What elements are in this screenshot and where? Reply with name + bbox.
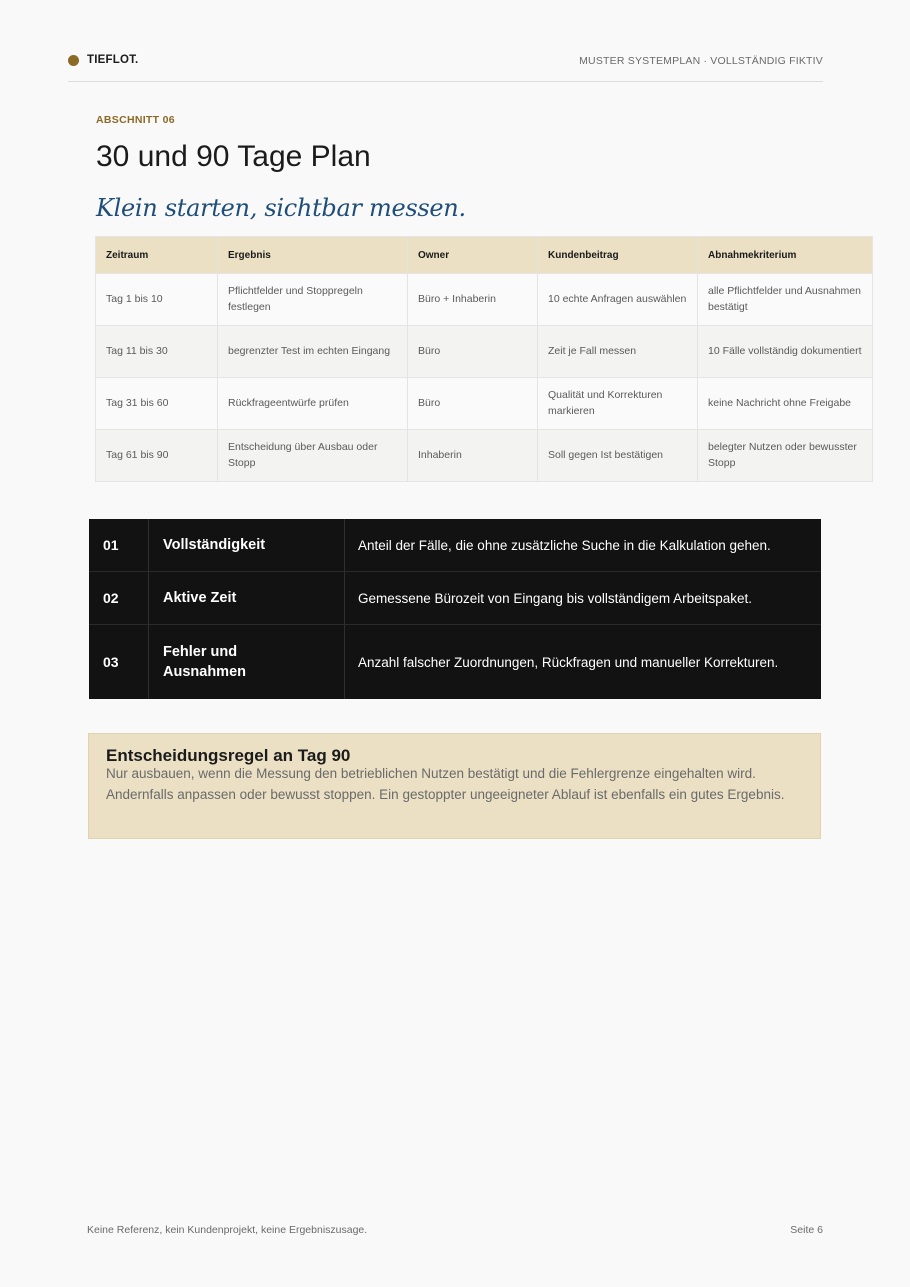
brand (68, 54, 138, 66)
table-cell: Soll gegen Ist bestätigen (538, 430, 698, 482)
table-cell: 10 echte Anfragen auswählen (538, 274, 698, 326)
table-cell: 10 Fälle vollständig dokumentiert (698, 326, 873, 378)
page-title: 30 und 90 Tage Plan (96, 140, 371, 173)
metric-name: Fehler und Ausnahmen (149, 625, 345, 699)
table-cell: Inhaberin (408, 430, 538, 482)
section-eyebrow: ABSCHNITT 06 (96, 114, 175, 126)
table-header-row (96, 237, 873, 274)
column-header: Abnahmekriterium (698, 237, 873, 274)
table-cell: Zeit je Fall messen (538, 326, 698, 378)
table-cell: Tag 1 bis 10 (96, 274, 218, 326)
table-cell: Entscheidung über Ausbau oder Stopp (218, 430, 408, 482)
table-cell: Büro (408, 326, 538, 378)
decision-rule-text: Nur ausbauen, wenn die Messung den betrieblichen Nutzen bestätigt und die Fehlergrenze eingehalten wird. Andernfalls anpassen oder bewusst stoppen. Ein gestoppter ungeeigneter Ablauf ist ebenfalls ein gutes Ergebnis. (106, 766, 785, 802)
metric-name: Aktive Zeit (149, 572, 345, 624)
table-row (96, 378, 873, 430)
table-cell: Tag 31 bis 60 (96, 378, 218, 430)
column-header: Zeitraum (96, 237, 218, 274)
table-cell: Büro (408, 378, 538, 430)
table-cell: begrenzter Test im echten Eingang (218, 326, 408, 378)
metrics-panel (89, 519, 821, 699)
table-cell: Rückfrageentwürfe prüfen (218, 378, 408, 430)
table-cell: Tag 11 bis 30 (96, 326, 218, 378)
metric-description: Anteil der Fälle, die ohne zusätzliche Suche in die Kalkulation gehen. (358, 537, 771, 553)
footer-disclaimer: Keine Referenz, kein Kundenprojekt, keine Ergebniszusage. (87, 1224, 368, 1236)
table-cell: keine Nachricht ohne Freigabe (698, 378, 873, 430)
table-row (96, 326, 873, 378)
table-cell: belegter Nutzen oder bewusster Stopp (698, 430, 873, 482)
column-header: Owner (408, 237, 538, 274)
metric-description: Gemessene Bürozeit von Eingang bis vollständigem Arbeitspaket. (358, 590, 752, 606)
plan-table (95, 236, 873, 482)
column-header: Ergebnis (218, 237, 408, 274)
metric-row (89, 519, 821, 572)
brand-name: TIEFLOT. (87, 54, 139, 66)
decision-rule-box (88, 733, 821, 839)
header-meta: MUSTER SYSTEMPLAN · VOLLSTÄNDIG FIKTIV (579, 55, 823, 67)
table-cell: Büro + Inhaberin (408, 274, 538, 326)
metric-description: Anzahl falscher Zuordnungen, Rückfragen und manueller Korrekturen. (358, 654, 779, 670)
table-cell: Qualität und Korrekturen markieren (538, 378, 698, 430)
column-header: Kundenbeitrag (538, 237, 698, 274)
table-cell: alle Pflichtfelder und Ausnahmen bestätigt (698, 274, 873, 326)
table-row (96, 430, 873, 482)
table-row (96, 274, 873, 326)
brand-dot-icon (68, 55, 79, 66)
page-number: Seite 6 (790, 1224, 823, 1236)
page-header (68, 52, 823, 82)
metric-number: 03 (89, 625, 149, 699)
metric-number: 02 (89, 572, 149, 624)
decision-rule-title: Entscheidungsregel an Tag 90 (106, 746, 351, 765)
table-cell: Pflichtfelder und Stoppregeln festlegen (218, 274, 408, 326)
metric-number: 01 (89, 519, 149, 571)
metric-row (89, 625, 821, 699)
metric-name: Vollständigkeit (149, 519, 345, 571)
metric-row (89, 572, 821, 625)
table-cell: Tag 61 bis 90 (96, 430, 218, 482)
page-subtitle: Klein starten, sichtbar messen. (96, 194, 466, 222)
